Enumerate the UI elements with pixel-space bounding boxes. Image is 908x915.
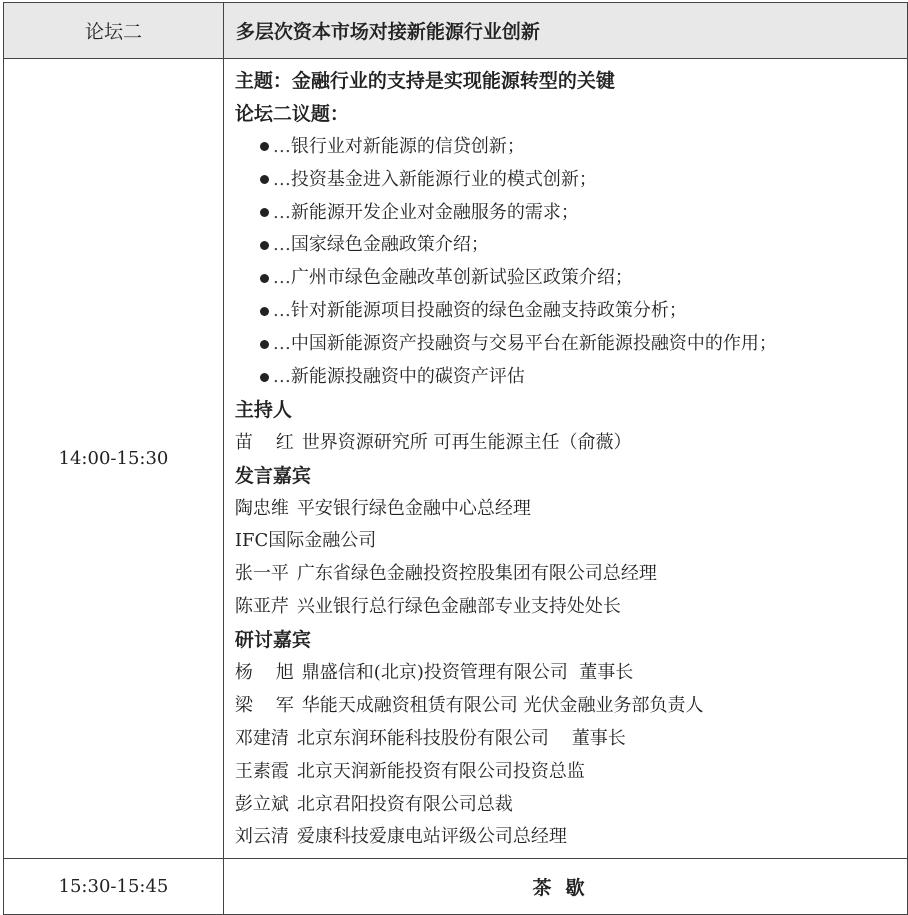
bullet-icon	[260, 274, 269, 283]
panelist-item	[235, 723, 907, 756]
break-label: 茶歇	[223, 859, 907, 915]
person-affiliation: 爱康科技爱康电站评级公司总经理	[296, 826, 567, 848]
speakers-heading: 发言嘉宾	[234, 464, 311, 487]
bullet-icon	[260, 307, 269, 316]
person-affiliation: 北京君阳投资有限公司总裁	[296, 793, 513, 815]
speaker-item	[235, 525, 907, 558]
session-row	[4, 59, 908, 859]
topic-text: 针对新能源项目投融资的绿色金融支持政策分析；	[290, 300, 687, 322]
panelist-item	[235, 756, 907, 789]
ellipsis-icon: …	[272, 234, 291, 256]
break-row	[4, 859, 908, 915]
person-name: 彭立斌	[234, 793, 289, 815]
topic-item	[235, 131, 907, 164]
panelist-item	[235, 789, 907, 822]
person-name: 张一平	[234, 563, 289, 585]
topic-text: 银行业对新能源的信贷创新；	[290, 135, 525, 157]
bullet-icon	[260, 142, 269, 151]
person-affiliation: 北京天润新能投资有限公司投资总监	[296, 760, 585, 782]
person-name: 陶忠维	[234, 497, 289, 519]
ellipsis-icon: …	[272, 135, 291, 157]
panelist-item	[235, 690, 907, 723]
topic-item	[235, 229, 907, 262]
topic-text: 国家绿色金融政策介绍；	[290, 234, 489, 256]
topic-item	[235, 197, 907, 230]
host-name: 苗 红	[234, 431, 294, 453]
bullet-icon	[260, 241, 269, 250]
host-affiliation: 世界资源研究所 可再生能源主任（俞薇）	[301, 431, 632, 453]
person-name: IFC国际金融公司	[234, 530, 377, 552]
break-time: 15:30-15:45	[4, 859, 224, 915]
person-name: 邓建清	[234, 727, 289, 749]
session-time: 14:00-15:30	[4, 59, 224, 859]
person-affiliation: 广东省绿色金融投资控股集团有限公司总经理	[296, 563, 657, 585]
speaker-item	[235, 591, 907, 624]
panelist-item	[235, 657, 907, 690]
ellipsis-icon: …	[272, 267, 291, 289]
bullet-icon	[260, 340, 269, 349]
speakers-list	[235, 493, 907, 625]
session-details	[223, 59, 907, 859]
person-affiliation: 平安银行绿色金融中心总经理	[296, 497, 531, 519]
ellipsis-icon: …	[272, 201, 291, 223]
topics-list	[235, 131, 907, 394]
topic-item	[235, 164, 907, 197]
topic-item	[235, 361, 907, 394]
topic-text: 新能源投融资中的碳资产评估	[290, 366, 525, 388]
person-affiliation: 鼎盛信和(北京)投资管理有限公司 董事长	[301, 662, 634, 684]
topic-text: 新能源开发企业对金融服务的需求；	[290, 201, 579, 223]
person-name: 杨 旭	[234, 662, 294, 684]
ellipsis-icon: …	[272, 333, 291, 355]
topic-text: 投资基金进入新能源行业的模式创新；	[290, 168, 597, 190]
bullet-icon	[260, 208, 269, 217]
host-heading: 主持人	[234, 398, 292, 421]
speaker-item	[235, 493, 907, 526]
panelist-item	[235, 821, 907, 854]
person-affiliation: 兴业银行总行绿色金融部专业支持处处长	[296, 596, 621, 618]
panel-heading: 研讨嘉宾	[234, 629, 311, 652]
forum-title: 多层次资本市场对接新能源行业创新	[223, 3, 907, 59]
topic-item	[235, 328, 907, 361]
ellipsis-icon: …	[272, 300, 291, 322]
ellipsis-icon: …	[272, 366, 291, 388]
person-name: 王素霞	[234, 760, 289, 782]
bullet-icon	[260, 175, 269, 184]
person-affiliation: 华能天成融资租赁有限公司 光伏金融业务部负责人	[301, 694, 704, 716]
ellipsis-icon: …	[272, 168, 291, 190]
topic-text: 中国新能源资产投融资与交易平台在新能源投融资中的作用；	[290, 333, 777, 355]
theme-line: 主题：金融行业的支持是实现能源转型的关键	[234, 70, 615, 92]
topic-item	[235, 262, 907, 295]
speaker-item	[235, 558, 907, 591]
panelists-list	[235, 657, 907, 854]
agenda-table	[3, 2, 908, 915]
header-row	[4, 3, 908, 59]
topic-text: 广州市绿色金融改革创新试验区政策介绍；	[290, 267, 633, 289]
person-affiliation: 北京东润环能科技股份有限公司 董事长	[296, 727, 626, 749]
bullet-icon	[260, 373, 269, 382]
forum-label: 论坛二	[4, 3, 224, 59]
topic-item	[235, 295, 907, 328]
person-name: 刘云清	[234, 826, 289, 848]
topics-heading: 论坛二议题：	[234, 102, 349, 125]
person-name: 陈亚芹	[234, 596, 289, 618]
person-name: 梁 军	[234, 694, 294, 716]
host-line	[235, 427, 907, 460]
